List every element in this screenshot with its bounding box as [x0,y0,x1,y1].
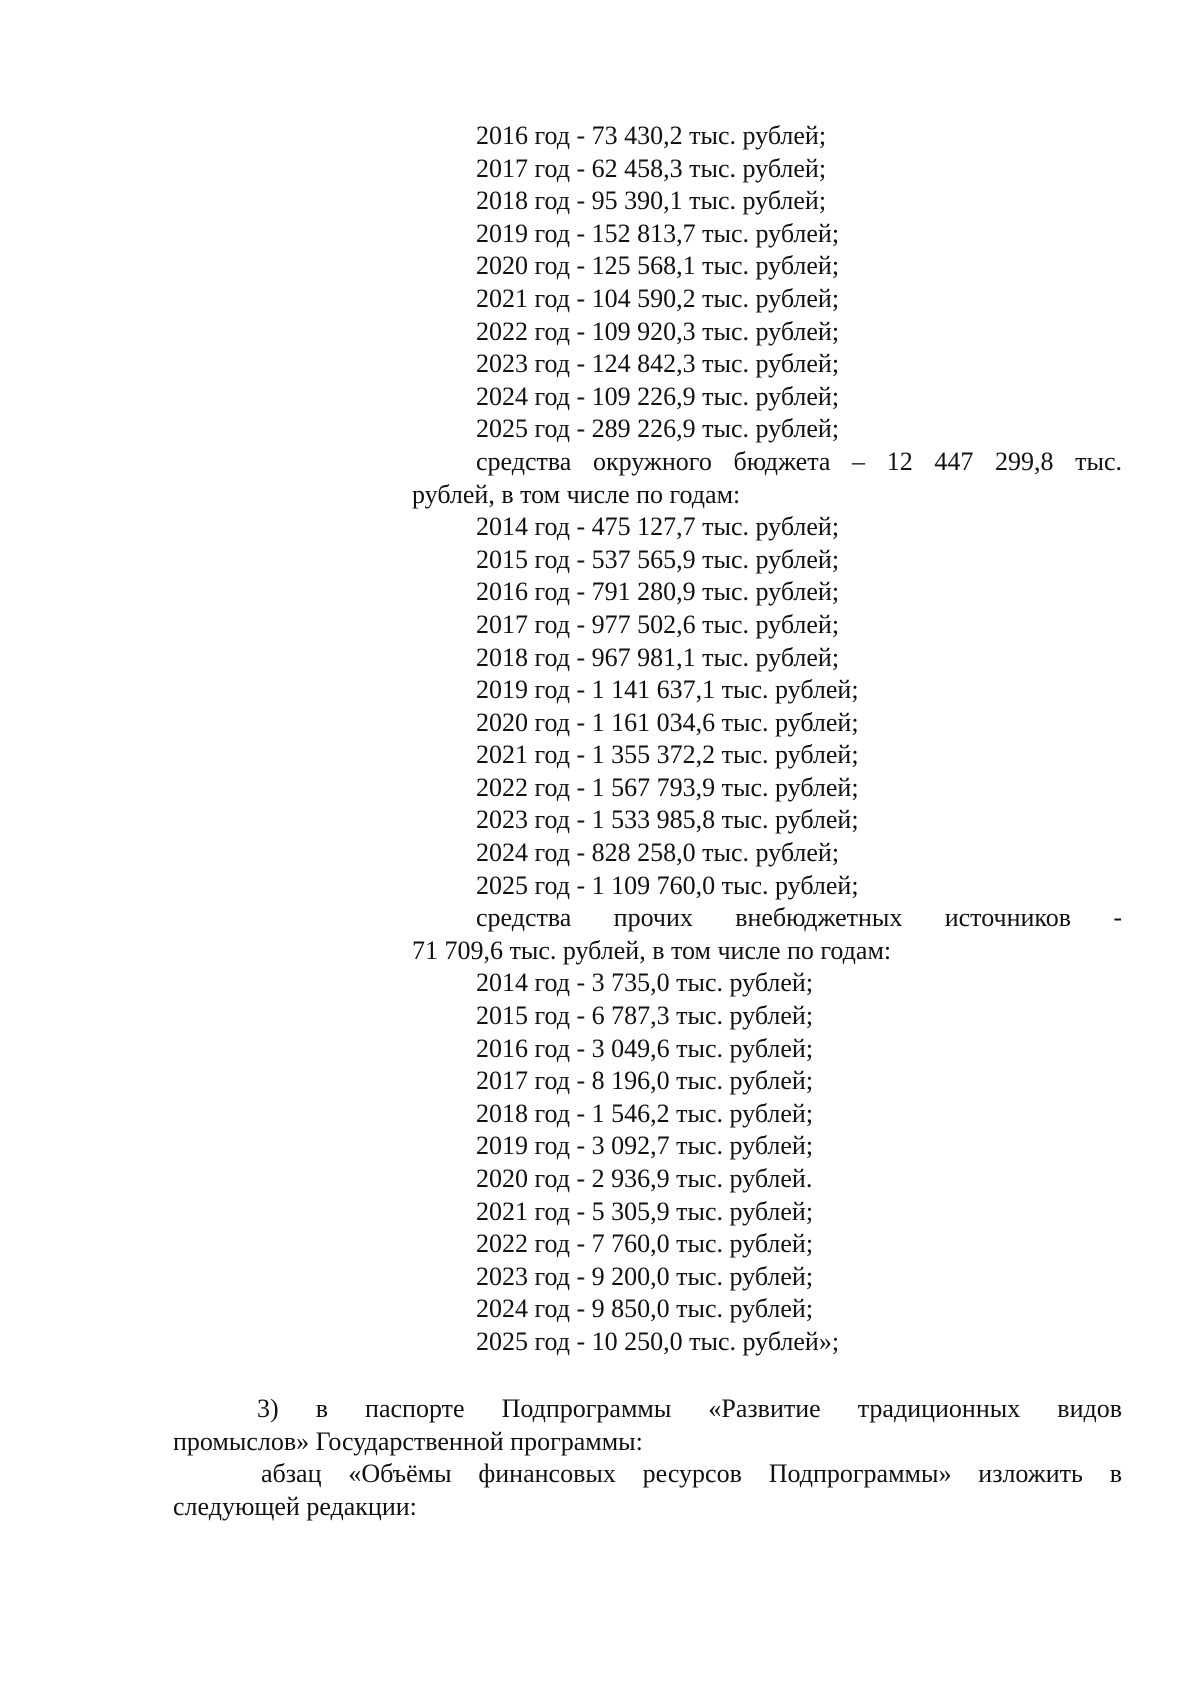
section-3-paragraph-line: 3) в паспорте Подпрограммы «Развитие традиционных видов [257,1394,1122,1423]
okrug-line: 2022 год - 1 567 793,9 тыс. рублей; [476,772,859,802]
funding-line: 2022 год - 109 920,3 тыс. рублей; [476,316,840,346]
okrug-line: 2024 год - 828 258,0 тыс. рублей; [476,838,840,868]
other-sources-line: 2015 год - 6 787,3 тыс. рублей; [476,1001,814,1031]
okrug-line: 2020 год - 1 161 034,6 тыс. рублей; [476,707,859,737]
okrug-budget-heading: средства окружного бюджета – 12 447 299,8 тыс. [476,446,1122,476]
other-sources-line: 2025 год - 10 250,0 тыс. рублей»; [476,1326,840,1356]
funding-line: 2016 год - 73 430,2 тыс. рублей; [476,121,827,150]
funding-list-column [412,120,1122,1359]
okrug-budget-heading-cont: рублей, в том числе по годам: [412,479,741,509]
funding-line: 2019 год - 152 813,7 тыс. рублей; [476,218,840,248]
section-3-paragraph-line: промыслов» Государственной программы: [173,1426,643,1456]
okrug-line: 2023 год - 1 533 985,8 тыс. рублей; [476,805,859,835]
okrug-line: 2018 год - 967 981,1 тыс. рублей; [476,642,840,672]
okrug-line: 2021 год - 1 355 372,2 тыс. рублей; [476,740,859,770]
other-sources-heading: средства прочих внебюджетных источников - [476,903,1122,933]
other-sources-heading-cont: 71 709,6 тыс. рублей, в том числе по годам: [412,935,892,965]
other-sources-line: 2014 год - 3 735,0 тыс. рублей; [476,968,814,998]
funding-line: 2025 год - 289 226,9 тыс. рублей; [476,414,840,444]
funding-line: 2018 год - 95 390,1 тыс. рублей; [476,186,827,216]
section-3 [173,1393,1122,1523]
other-sources-line: 2023 год - 9 200,0 тыс. рублей; [476,1261,814,1291]
funding-line: 2024 год - 109 226,9 тыс. рублей; [476,381,840,411]
okrug-line: 2017 год - 977 502,6 тыс. рублей; [476,609,840,639]
other-sources-line: 2021 год - 5 305,9 тыс. рублей; [476,1196,814,1226]
other-sources-line: 2024 год - 9 850,0 тыс. рублей; [476,1294,814,1324]
section-3-instruction-line: следующей редакции: [173,1491,417,1521]
other-sources-line: 2016 год - 3 049,6 тыс. рублей; [476,1033,814,1063]
other-sources-line: 2019 год - 3 092,7 тыс. рублей; [476,1131,814,1161]
okrug-line: 2016 год - 791 280,9 тыс. рублей; [476,577,840,607]
other-sources-line: 2020 год - 2 936,9 тыс. рублей. [476,1164,813,1193]
funding-line: 2020 год - 125 568,1 тыс. рублей; [476,251,840,281]
okrug-line: 2025 год - 1 109 760,0 тыс. рублей; [476,870,859,900]
other-sources-line: 2022 год - 7 760,0 тыс. рублей; [476,1229,814,1259]
section-3-instruction-line: абзац «Объёмы финансовых ресурсов Подпрограммы» изложить в [261,1459,1122,1489]
okrug-line: 2019 год - 1 141 637,1 тыс. рублей; [476,675,859,705]
other-sources-line: 2017 год - 8 196,0 тыс. рублей; [476,1066,814,1096]
funding-line: 2023 год - 124 842,3 тыс. рублей; [476,349,840,379]
funding-line: 2021 год - 104 590,2 тыс. рублей; [476,283,840,313]
funding-line: 2017 год - 62 458,3 тыс. рублей; [476,153,827,183]
other-sources-line: 2018 год - 1 546,2 тыс. рублей; [476,1098,814,1128]
okrug-line: 2015 год - 537 565,9 тыс. рублей; [476,544,840,574]
okrug-line: 2014 год - 475 127,7 тыс. рублей; [476,512,840,542]
